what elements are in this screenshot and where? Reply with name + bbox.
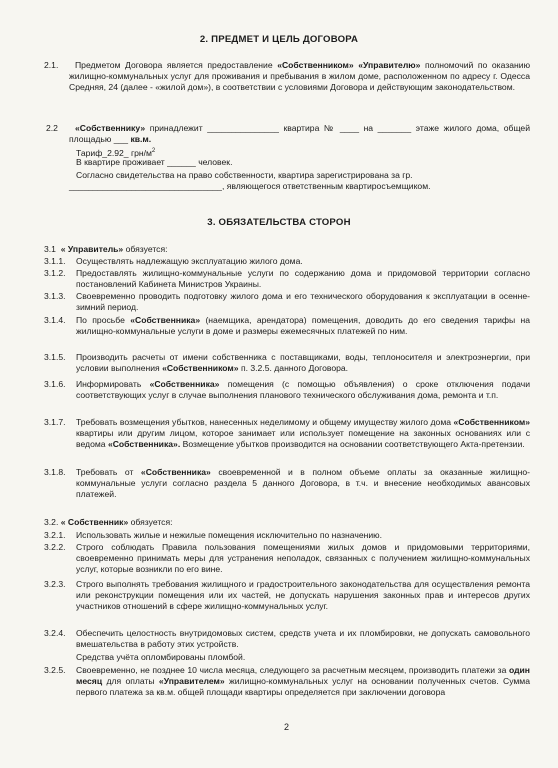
clause-3-1-4: По просьбе «Собственника» (наемщика, арендатора) помещения, доводить до его сведения тарифы на жилищно-коммунальные услуги в доме и размеры ежемесячных платежей по ним. <box>76 315 530 336</box>
clause-number: 3.2.4. <box>44 628 66 638</box>
clause-3-2-4: Обеспечить целостность внутридомовых систем, средств учета и их пломбировки, не допускать самовольного вмешательства в работу этих устройств. <box>76 628 530 649</box>
certificate-line-2: ________________________________, являющегося ответственным квартиросъемщиком. <box>69 181 431 191</box>
clause-3-1-5: Производить расчеты от имени собственника с поставщиками, воды, теплоносителя и электроэнергии, при условии выполнения «Собственником» п. 3.2.5. данного Договора. <box>76 352 530 373</box>
clause-number: 3.1.5. <box>44 352 66 362</box>
certificate-line: Согласно свидетельства на право собственности, квартира зарегистрирована за гр. <box>76 170 413 180</box>
clause-3-1-7: Требовать возмещения убытков, нанесенных неделимому и общему имуществу жилого дома «Собственником» квартиры или другим лицом, которое занимает или использует помещение на законных основаниях или с ведома «Собственника». Возмещение убытков производится на основании соответствующего Акта-претензии. <box>76 417 530 449</box>
subsection-3-1-heading: 3.1 « Управитель» обязуется: <box>44 244 168 254</box>
clause-2-2: «Собственнику» принадлежит _______________ квартира № ____ на _______ этаже жилого дома, общей площадью ___ кв.м. <box>69 123 531 144</box>
clause-3-1-8: Требовать от «Собственника» своевременной и в полном объеме оплаты за оказанные жилищно-коммунальные услуги согласно раздела 5 данного Договора, в т.ч. и внесение необходимых авансовых платежей. <box>76 467 531 499</box>
clause-number: 3.2.2. <box>44 542 66 552</box>
clause-number: 3.1.7. <box>44 417 66 427</box>
clause-2-1: Предметом Договора является предоставление «Собственником» «Управителю» полномочий по оказанию жилищно-коммунальных услуг для проживания и пребывания в жилом доме, расположенном по адресу г. Одесса Средняя, 24 (далее - «жилой дом»), в соответствии с условиями Договора и действующим законодательством. <box>69 60 531 92</box>
clause-number: 3.1.2. <box>44 268 66 278</box>
clause-number: 3.1.6. <box>44 379 66 389</box>
clause-number: 3.1.4. <box>44 315 66 325</box>
residents-line: В квартире проживает ______ человек. <box>76 157 233 167</box>
page-number: 2 <box>284 722 290 732</box>
section-2-title: 2. ПРЕДМЕТ И ЦЕЛЬ ДОГОВОРА <box>199 34 359 45</box>
clause-number: 3.1.3. <box>44 291 66 301</box>
clause-number: 2.2 <box>46 123 58 133</box>
section-3-title: 3. ОБЯЗАТЕЛЬСТВА СТОРОН <box>207 217 351 228</box>
clause-3-2-2: Строго соблюдать Правила пользования помещениями жилых домов и придомовыми территориями, своевременно принимать меры для устранения неполадок, связанных с получением жилищно-коммунальных услуг, которые возникли по его вине. <box>76 542 530 574</box>
clause-number: 3.1.1. <box>44 256 66 266</box>
meters-sealed-note: Средства учёта опломбированы пломбой. <box>76 652 246 662</box>
clause-3-2-5: Своевременно, не позднее 10 числа месяца, следующего за расчетным месяцем, производить платежи за один месяц для оплаты «Управителем» жилищно-коммунальных услуг на основании полученных счетов. Сумма первого платежа за кв.м. общей площади квартиры определяется при заключении договора <box>76 665 531 697</box>
tariff-line: Тариф_2.92_ грн/$м^2$ <box>76 147 156 158</box>
clause-3-2-3: Строго выполнять требования жилищного и градостроительного законодательства для осуществления ремонта или реконструкции помещения или их частей, не допускать нарушения законных прав и интересов других участников отношений в сфере жилищно-коммунальных услуг. <box>76 579 530 611</box>
clause-3-2-1: Использовать жилые и нежилые помещения исключительно по назначению. <box>76 530 382 540</box>
clause-3-1-2: Предоставлять жилищно-коммунальные услуги по содержанию дома и придомовой территории согласно постановлений Кабинета Министров Украины. <box>76 268 530 289</box>
clause-3-1-1: Осуществлять надлежащую эксплуатацию жилого дома. <box>76 256 303 266</box>
clause-number: 2.1. <box>44 60 59 70</box>
clause-number: 3.2.3. <box>44 579 66 589</box>
clause-3-1-6: Информировать «Собственника» помещения (с помощью объявления) о сроке отключения подачи соответствующих услуг в случае выполнения планового технического обслуживания дома, ремонта и т.п. <box>76 379 531 400</box>
subsection-3-2-heading: 3.2. « Собственник» обязуется: <box>44 517 173 527</box>
clause-3-1-3: Своевременно проводить подготовку жилого дома и его технического оборудования к эксплуатации в осенне-зимний период. <box>76 291 530 312</box>
clause-number: 3.2.1. <box>44 530 66 540</box>
clause-number: 3.1.8. <box>44 467 66 477</box>
clause-number: 3.2.5. <box>44 665 66 675</box>
